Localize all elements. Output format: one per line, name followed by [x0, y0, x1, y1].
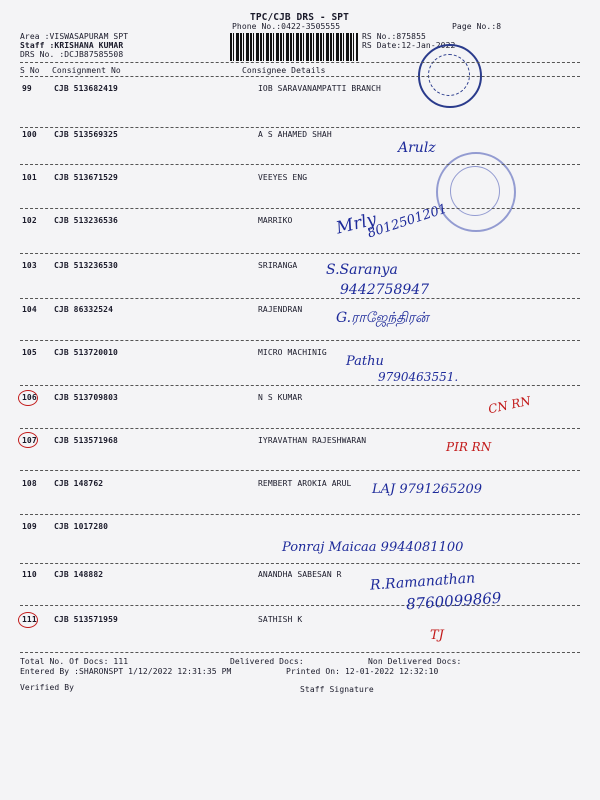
handwritten-return-note: CN RN	[487, 393, 533, 417]
row-sno: 107	[22, 436, 37, 445]
row-consignee: SATHISH K	[258, 615, 303, 624]
area-label: Area :VISWASAPURAM SPT	[20, 32, 129, 41]
staff-signature: Staff Signature	[300, 685, 374, 694]
handwritten-signature: R.Ramanathan	[369, 570, 476, 594]
row-consignee: IOB SARAVANAMPATTI BRANCH	[258, 84, 381, 93]
document-title: TPC/CJB DRS - SPT	[250, 12, 349, 23]
barcode	[230, 33, 358, 61]
row-divider	[20, 385, 580, 386]
row-consignee: MARRIKO	[258, 216, 293, 225]
row-consignment: CJB 513569325	[54, 130, 118, 139]
row-consignee: REMBERT AROKIA ARUL	[258, 479, 352, 488]
row-sno: 105	[22, 348, 37, 357]
row-divider	[20, 298, 580, 299]
row-consignee: ANANDHA SABESAN R	[258, 570, 342, 579]
handwritten-phone: 8012501201	[365, 201, 450, 242]
row-consignment: CJB 148882	[54, 570, 104, 579]
row-consignment: CJB 148762	[54, 479, 104, 488]
row-consignee: N S KUMAR	[258, 393, 303, 402]
delivered-docs: Delivered Docs:	[230, 657, 304, 666]
footer-divider	[20, 652, 580, 653]
column-consignee: Consignee Details	[242, 66, 326, 75]
total-docs: Total No. Of Docs: 111	[20, 657, 129, 666]
non-delivered-docs: Non Delivered Docs:	[368, 657, 462, 666]
row-divider	[20, 563, 580, 564]
row-divider	[20, 127, 580, 128]
row-sno: 100	[22, 130, 37, 139]
handwritten-phone: 9790463551.	[378, 370, 459, 384]
page-number: Page No.:8	[452, 22, 502, 31]
drs-number: DRS No. :DCJB87585508	[20, 50, 124, 59]
column-sno: S No	[20, 66, 40, 75]
row-divider	[20, 208, 580, 209]
row-sno: 106	[22, 393, 37, 402]
row-sno: 108	[22, 479, 37, 488]
header-divider-bottom	[20, 76, 580, 77]
printed-on: Printed On: 12-01-2022 12:32:10	[286, 667, 439, 676]
row-consignee: IYRAVATHAN RAJESHWARAN	[258, 436, 367, 445]
handwritten-mark: TJ	[430, 628, 444, 643]
row-consignee: VEEYES ENG	[258, 173, 308, 182]
row-divider	[20, 428, 580, 429]
handwritten-return-note: PIR RN	[446, 440, 492, 454]
entered-by: Entered By :SHARONSPT 1/12/2022 12:31:35 PM	[20, 667, 232, 676]
row-sno: 103	[22, 261, 37, 270]
verified-by: Verified By	[20, 683, 75, 692]
row-consignment: CJB 86332524	[54, 305, 113, 314]
row-consignment: CJB 513682419	[54, 84, 118, 93]
row-consignee: RAJENDRAN	[258, 305, 303, 314]
handwritten-signature-phone: Ponraj Maicaa 9944081100	[282, 540, 464, 555]
handwritten-phone: 8760099869	[405, 588, 502, 614]
handwritten-signature: Mrly	[334, 209, 379, 239]
rs-date: RS Date:12-Jan-2022	[362, 41, 456, 50]
handwritten-phone: 9442758947	[340, 282, 430, 298]
staff-label: Staff :KRISHANA KUMAR	[20, 41, 124, 50]
row-consignment: CJB 513236530	[54, 261, 118, 270]
row-consignment: CJB 513671529	[54, 173, 118, 182]
row-divider	[20, 253, 580, 254]
header-divider-top	[20, 62, 580, 63]
row-sno: 102	[22, 216, 37, 225]
handwritten-signature: S.Saranya	[326, 262, 398, 278]
rs-number: RS No.:875855	[362, 32, 426, 41]
row-consignee: MICRO MACHINIG	[258, 348, 327, 357]
row-consignment: CJB 513236536	[54, 216, 118, 225]
row-sno: 104	[22, 305, 37, 314]
handwritten-signature: G.ராஜேந்திரன்	[336, 310, 429, 326]
handwritten-signature: Arulz	[398, 140, 436, 156]
phone-number: Phone No.:0422-3505555	[232, 22, 341, 31]
row-sno: 101	[22, 173, 37, 182]
row-consignee: A S AHAMED SHAH	[258, 130, 332, 139]
row-consignment: CJB 513571968	[54, 436, 118, 445]
row-consignment: CJB 513571959	[54, 615, 118, 624]
row-sno: 111	[22, 615, 37, 624]
row-consignment: CJB 513709803	[54, 393, 118, 402]
row-divider	[20, 514, 580, 515]
row-divider	[20, 164, 580, 165]
column-consignment: Consignment No	[52, 66, 121, 75]
handwritten-signature-phone: LAJ 9791265209	[372, 482, 483, 497]
row-divider	[20, 340, 580, 341]
row-divider	[20, 470, 580, 471]
row-sno: 110	[22, 570, 37, 579]
row-sno: 109	[22, 522, 37, 531]
row-sno: 99	[22, 84, 32, 93]
row-consignment: CJB 1017280	[54, 522, 109, 531]
row-consignment: CJB 513720010	[54, 348, 118, 357]
row-consignee: SRIRANGA	[258, 261, 298, 270]
handwritten-signature: Pathu	[346, 354, 384, 369]
